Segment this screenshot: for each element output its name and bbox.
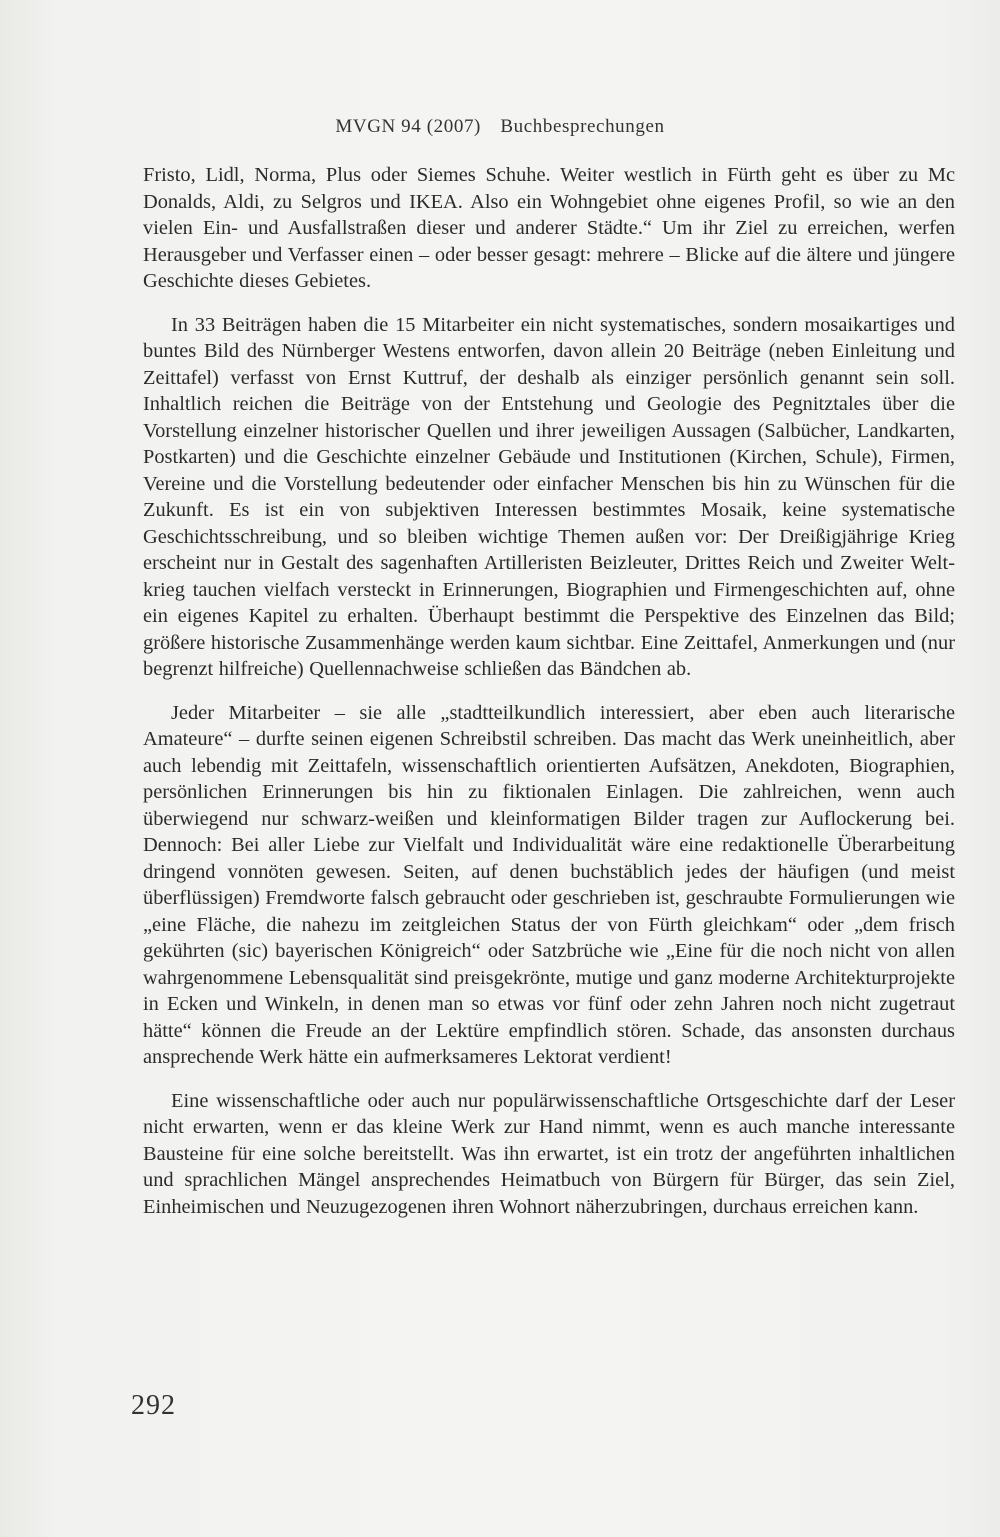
running-header xyxy=(0,116,1000,138)
paragraph-4: Eine wissenschaftliche oder auch nur populärwissenschaftliche Ortsgeschichte darf der Leser nicht erwarten, wenn er das kleine Werk zur Hand nimmt, wenn es auch manche interessante Bausteine für eine solche bereitstellt. Was ihn erwartet, ist ein trotz der angeführten inhaltlichen und sprachlichen Mängel ansprechendes Heimatbuch von Bürgern für Bürger, das sein Ziel, Einheimischen und Neuzugezogenen ihren Wohnort näherzubringen, durchaus erreichen kann. xyxy=(143,1089,955,1218)
review-body xyxy=(143,162,955,1237)
paragraph-1: Fristo, Lidl, Norma, Plus oder Siemes Schuhe. Weiter westlich in Fürth geht es über zu Mc Donalds, Aldi, zu Selgros und IKEA. Also ein Wohngebiet ohne eigenes Profil, so wie an den vielen Ein- und Ausfallstraßen dieser und anderer Städte.“ Um ihr Ziel zu erreichen, werfen Herausgeber und Verfasser einen – oder besser gesagt: mehrere – Blicke auf die ältere und jüngere Geschichte dieses Gebietes. xyxy=(143,164,955,292)
page-number: 292 xyxy=(131,1390,176,1421)
paragraph-3: Jeder Mitarbeiter – sie alle „stadtteilkundlich interessiert, aber eben auch literarische Amateure“ – durfte seinen eigenen Schreibstil schreiben. Das macht das Werk uneinheitlich, aber auch lebendig mit Zeittafeln, wissenschaftlich orientierten Aufsätzen, Anekdoten, Biographien, persönlichen Erinnerungen bis hin zu fiktionalen Einlagen. Die zahlreichen, wenn auch überwiegend nur schwarz-weißen und kleinformatigen Bilder tragen zur Auflockerung bei. Dennoch: Bei aller Liebe zur Vielfalt und Individualität wäre eine redaktionelle Überarbeitung dringend vonnöten gewesen. Seiten, auf denen buchstäblich jedes der häufigen (und meist überflüssigen) Fremdworte falsch gebraucht oder geschrieben ist, geschraubte Formulierungen wie „eine Fläche, die nahezu im zeitgleichen Status der von Fürth gleichkam“ oder „dem frisch gekührten (sic) bayerischen Königreich“ oder Satzbrüche wie „Eine für die noch nicht von allen wahrgenommene Lebensqualität sind preisgekrönte, mutige und ganz moderne Architekturprojekte in Ecken und Winkeln, in denen man so etwas vor fünf oder zehn Jahren noch nicht zugetraut hätte“ können die Freude an der Lektüre empfindlich stören. Schade, das ansonsten durchaus ansprechende Werk hätte ein aufmerksameres Lektorat verdient! xyxy=(143,701,955,1068)
section-title: Buchbesprechungen xyxy=(500,116,665,137)
paragraph-2: In 33 Beiträgen haben die 15 Mitarbeiter ein nicht systematisches, sondern mosaikartiges und buntes Bild des Nürnberger Westens entworfen, davon allein 20 Beiträge (neben Einleitung und Zeittafel) verfasst von Ernst Kuttruf, der deshalb als einziger persönlich genannt sein soll. Inhaltlich reichen die Beiträge von der Entstehung und Geologie des Pegnitztales über die Vorstellung einzelner historischer Quellen und ihrer jeweiligen Aussagen (Salbücher, Landkarten, Postkarten) und die Geschichte einzelner Gebäude und Institutionen (Kirchen, Schule), Firmen, Vereine und die Vorstellung bedeutender oder einfacher Menschen bis hin zu Wünschen für die Zukunft. Es ist ein von subjektiven Interessen bestimmtes Mosaik, keine systematische Geschichtsschreibung, und so bleiben wichtige Themen außen vor: Der Dreißigjährige Krieg erscheint nur in Gestalt des sagenhaften Artilleristen Beizleuter, Drittes Reich und Zweiter Weltkrieg tauchen vielfach versteckt in Erinnerungen, Biographien und Firmengeschichten auf, ohne ein eigenes Kapitel zu erhalten. Überhaupt bestimmt die Perspektive des Einzelnen das Bild; größere historische Zusammenhänge werden kaum sichtbar. Eine Zeittafel, Anmerkungen und (nur begrenzt hilfreiche) Quellennachweise schließen das Bändchen ab. xyxy=(143,313,955,680)
journal-reference: MVGN 94 (2007) xyxy=(335,116,481,137)
